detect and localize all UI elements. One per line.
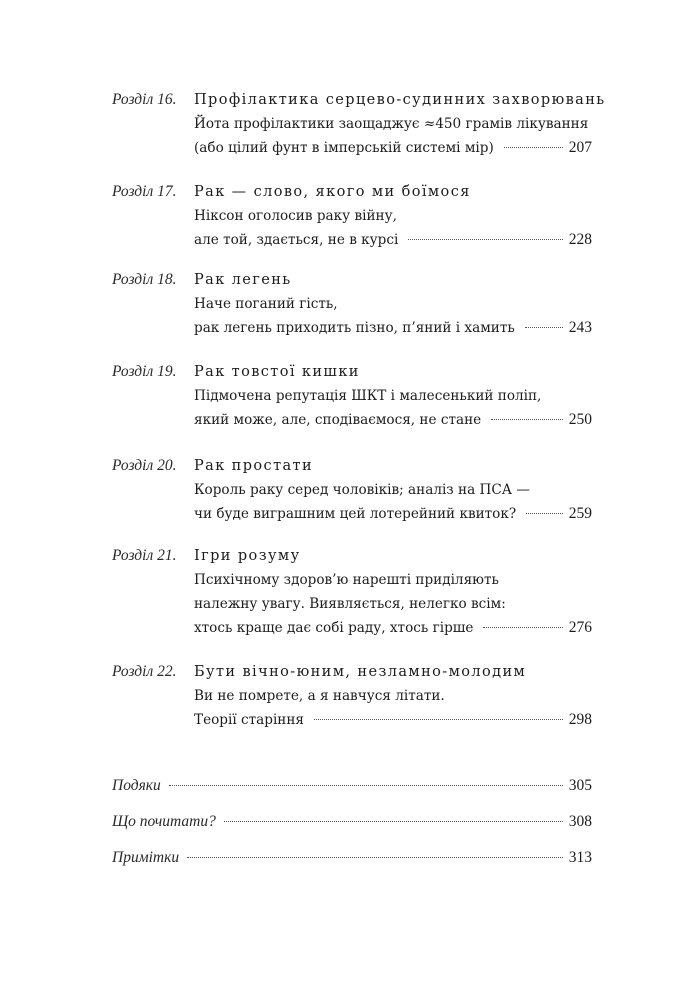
chapter-subtitle-line: належну увагу. Виявляється, нелегко всім: (194, 596, 506, 612)
page-number: 308 (568, 813, 592, 830)
chapter-title: Рак простати (194, 458, 314, 474)
chapter-subtitle-text: чи буде виграшним цей лотерейний квиток? (194, 506, 517, 522)
chapter-subtitle-last-line (194, 502, 592, 526)
page-number: 243 (568, 319, 592, 336)
chapter-subtitle-line: Король раку серед чоловіків; аналіз на ПСА — (194, 482, 530, 498)
chapter-subtitle-line: Психічному здоров’ю нарешті приділяють (194, 572, 499, 588)
page-number: 259 (568, 505, 592, 522)
chapter-title: Рак — слово, якого ми боїмося (194, 184, 471, 200)
page-number: 313 (568, 849, 592, 866)
chapter-number: Розділ 18. (112, 271, 177, 288)
chapter-subtitle-line: Йота профілактики заощаджує ≈450 грамів лікування (194, 116, 589, 132)
chapter-subtitle-line: Ви не помрете, а я навчуся літати. (194, 688, 445, 704)
chapter-subtitle-last-line (194, 616, 592, 640)
dot-leader (504, 147, 563, 148)
chapter-subtitle-line: Наче поганий гість, (194, 296, 338, 312)
dot-leader (314, 719, 563, 720)
chapter-number: Розділ 17. (112, 183, 177, 200)
dot-leader (526, 513, 563, 514)
dot-leader (483, 627, 562, 628)
chapter-subtitle-line: Підмочена репутація ШКТ і малесенький поліп, (194, 388, 542, 404)
chapter-subtitle-last-line (194, 228, 592, 252)
toc-acknowledgements[interactable] (112, 774, 592, 798)
chapter-number: Розділ 20. (112, 457, 177, 474)
chapter-title: Рак легень (194, 272, 292, 288)
page-number: 250 (568, 411, 592, 428)
page-number: 207 (568, 139, 592, 156)
dot-leader (491, 419, 563, 420)
chapter-title: Профілактика серцево-судинних захворювань (194, 92, 606, 108)
chapter-subtitle-last-line (194, 316, 592, 340)
chapter-title: Ігри розуму (194, 548, 301, 564)
page-number: 276 (568, 619, 592, 636)
back-matter-label: Що почитати? (112, 813, 216, 830)
chapter-subtitle-last-line (194, 136, 592, 160)
dot-leader (408, 239, 562, 240)
dot-leader (224, 821, 563, 822)
chapter-number: Розділ 16. (112, 91, 177, 108)
chapter-subtitle-text: рак легень приходить пізно, п’яний і хамить (194, 320, 515, 336)
chapter-title: Рак товстої кишки (194, 364, 360, 380)
back-matter-label: Подяки (112, 777, 161, 794)
dot-leader (169, 785, 563, 786)
page-number: 305 (568, 777, 592, 794)
dot-leader (525, 327, 563, 328)
back-matter-label: Примітки (112, 849, 180, 866)
chapter-number: Розділ 19. (112, 363, 177, 380)
chapter-number: Розділ 21. (112, 547, 177, 564)
chapter-number: Розділ 22. (112, 663, 177, 680)
chapter-subtitle-last-line (194, 408, 592, 432)
page-number: 228 (568, 231, 592, 248)
chapter-subtitle-last-line (194, 708, 592, 732)
chapter-subtitle-text: (або цілий фунт в імперській системі мір) (194, 140, 494, 156)
dot-leader (187, 857, 563, 858)
chapter-title: Бути вічно-юним, незламно-молодим (194, 664, 527, 680)
page-number: 298 (568, 711, 592, 728)
chapter-subtitle-line: Ніксон оголосив раку війну, (194, 208, 397, 224)
toc-further-reading[interactable] (112, 810, 592, 834)
chapter-subtitle-text: Теорії старіння (194, 712, 304, 728)
chapter-subtitle-text: але той, здається, не в курсі (194, 232, 399, 248)
chapter-subtitle-text: який може, але, сподіваємося, не стане (194, 412, 482, 428)
chapter-subtitle-text: хтось краще дає собі раду, хтось гірше (194, 620, 474, 636)
toc-notes[interactable] (112, 846, 592, 870)
